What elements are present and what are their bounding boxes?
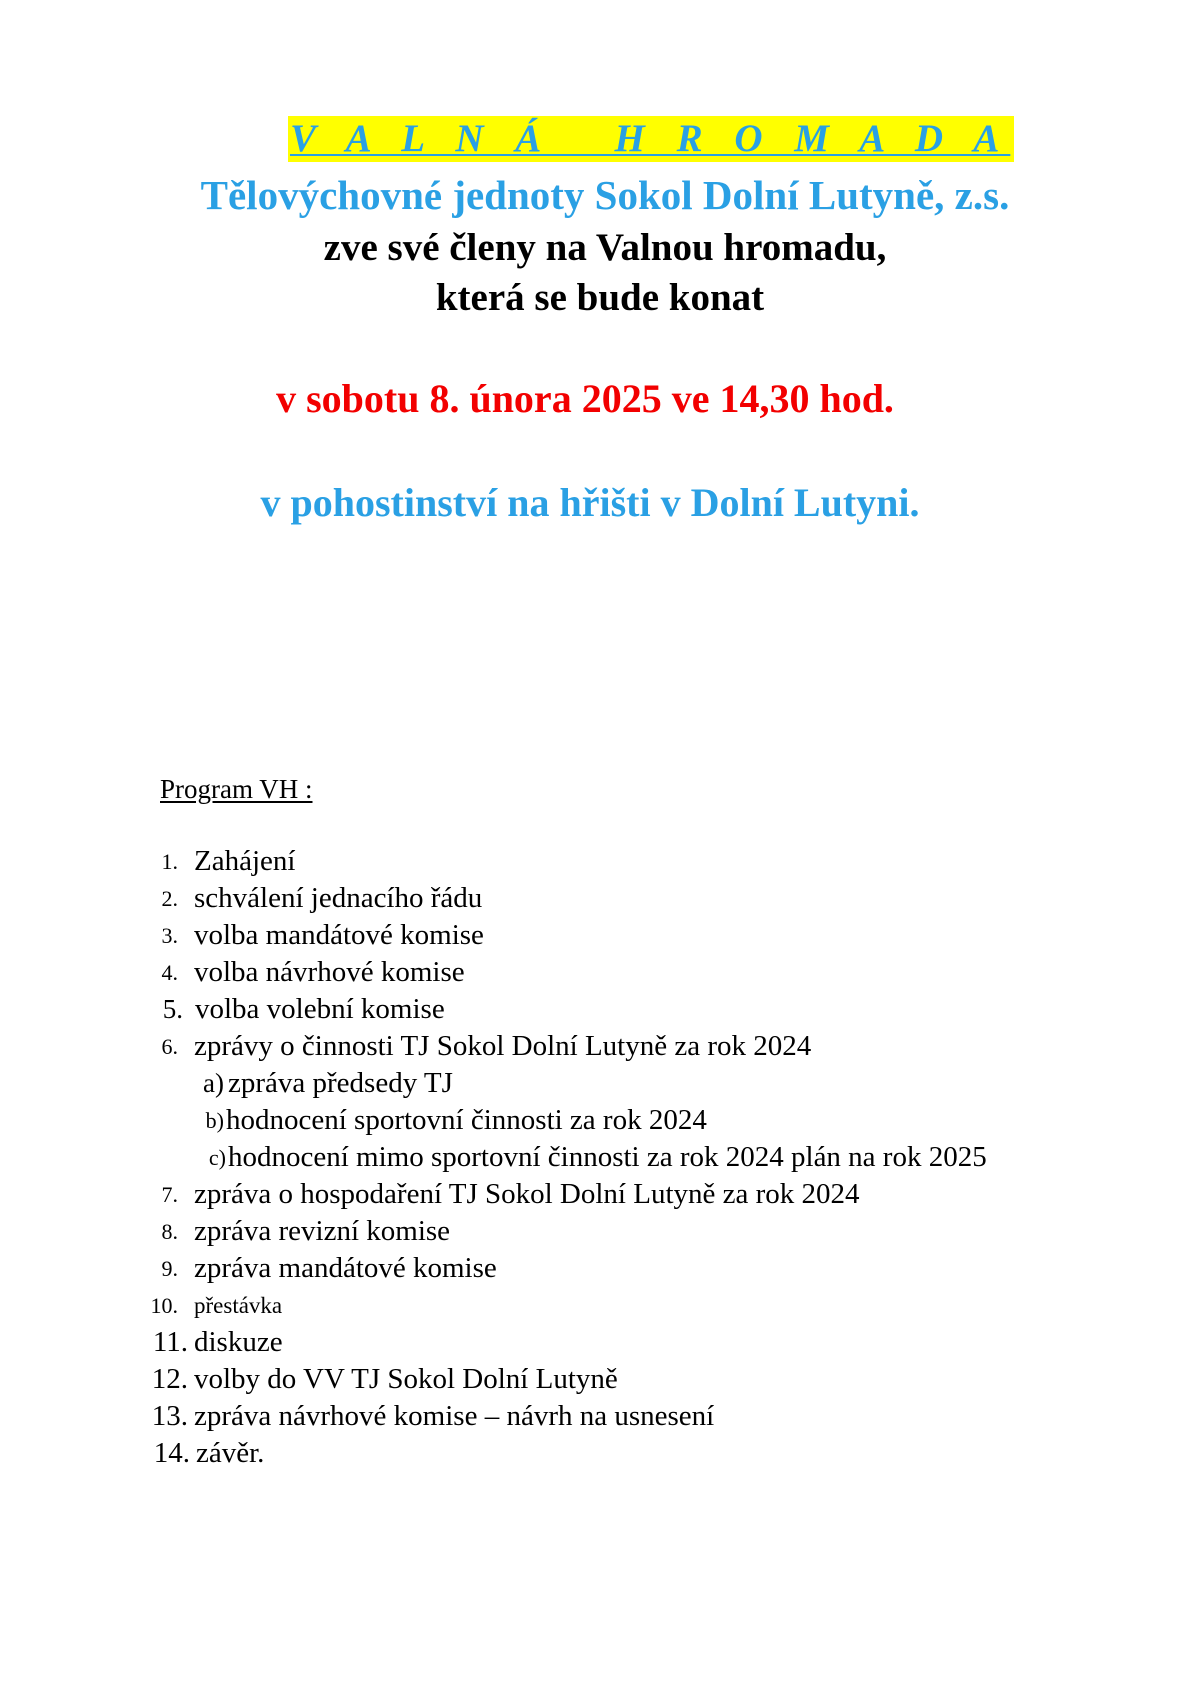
program-item-text: zpráva návrhové komise – návrh na usnesení (194, 1400, 715, 1432)
program-subitem-b (0, 1102, 1200, 1139)
program-item-11 (0, 1324, 1200, 1361)
program-item-8 (0, 1213, 1200, 1250)
program-item-text: volba návrhové komise (194, 956, 465, 988)
program-item-13 (0, 1398, 1200, 1435)
invite-line-1: zve své členy na Valnou hromadu, (323, 226, 887, 269)
program-item-text: diskuze (194, 1326, 283, 1358)
program-item-number: 8. (161, 1219, 178, 1244)
program-item-9 (0, 1250, 1200, 1287)
program-item-number: 11. (152, 1326, 188, 1358)
program-item-3 (0, 917, 1200, 954)
program-item-number: 14. (153, 1437, 190, 1469)
program-item-text: volba volební komise (195, 993, 445, 1025)
program-item-12 (0, 1361, 1200, 1398)
program-item-text: závěr. (196, 1437, 265, 1469)
program-item-text: zpráva revizní komise (194, 1215, 451, 1247)
program-item-text: zprávy o činnosti TJ Sokol Dolní Lutyně za rok 2024 (194, 1030, 812, 1062)
program-item-number: 4. (161, 960, 178, 985)
program-item-number: 7. (161, 1182, 178, 1207)
program-item-text: přestávka (194, 1293, 283, 1318)
program-subitem-a (0, 1065, 1200, 1102)
program-heading: Program VH : (160, 774, 313, 804)
program-item-text: schválení jednacího řádu (194, 882, 483, 914)
program-subitem-c (0, 1139, 1200, 1176)
program-item-14 (0, 1435, 1200, 1472)
program-item-1 (0, 843, 1200, 880)
program-subitem-letter: b) (205, 1108, 224, 1133)
program-item-text: hodnocení sportovní činnosti za rok 2024 (226, 1104, 707, 1136)
event-date-time: v sobotu 8. února 2025 ve 14,30 hod. (276, 376, 894, 421)
program-item-10 (0, 1287, 1200, 1324)
program-item-number: 2. (161, 886, 178, 911)
program-item-number: 9. (161, 1256, 178, 1281)
program-item-text: hodnocení mimo sportovní činnosti za rok 2024 plán na rok 2025 (228, 1141, 987, 1173)
program-item-5 (0, 991, 1200, 1028)
program-item-number: 10. (150, 1293, 178, 1318)
program-item-number: 1. (161, 849, 178, 874)
program-item-6 (0, 1028, 1200, 1065)
program-item-2 (0, 880, 1200, 917)
program-item-number: 6. (161, 1034, 178, 1059)
event-place: v pohostinství na hřišti v Dolní Lutyni. (260, 480, 920, 525)
organization-name: Tělovýchovné jednoty Sokol Dolní Lutyně, z.s. (200, 172, 1010, 218)
program-item-text: Zahájení (194, 845, 296, 877)
program-item-number: 12. (151, 1363, 188, 1395)
program-subitem-letter: c) (208, 1145, 226, 1170)
program-item-text: volby do VV TJ Sokol Dolní Lutyně (194, 1363, 618, 1395)
program-item-number: 5. (162, 994, 183, 1024)
page-title: V A L N Á H R O M A D A (288, 116, 1014, 162)
program-subitem-letter: a) (203, 1068, 224, 1098)
program-item-7 (0, 1176, 1200, 1213)
program-item-text: zpráva o hospodaření TJ Sokol Dolní Lutyně za rok 2024 (194, 1178, 860, 1210)
invite-line-2: která se bude konat (435, 276, 765, 319)
program-item-text: volba mandátové komise (194, 919, 484, 951)
program-item-text: zpráva mandátové komise (194, 1252, 497, 1284)
program-item-text: zpráva předsedy TJ (228, 1067, 453, 1099)
program-item-number: 3. (161, 923, 178, 948)
program-item-number: 13. (151, 1400, 188, 1432)
program-list (0, 843, 1200, 1472)
program-item-4 (0, 954, 1200, 991)
